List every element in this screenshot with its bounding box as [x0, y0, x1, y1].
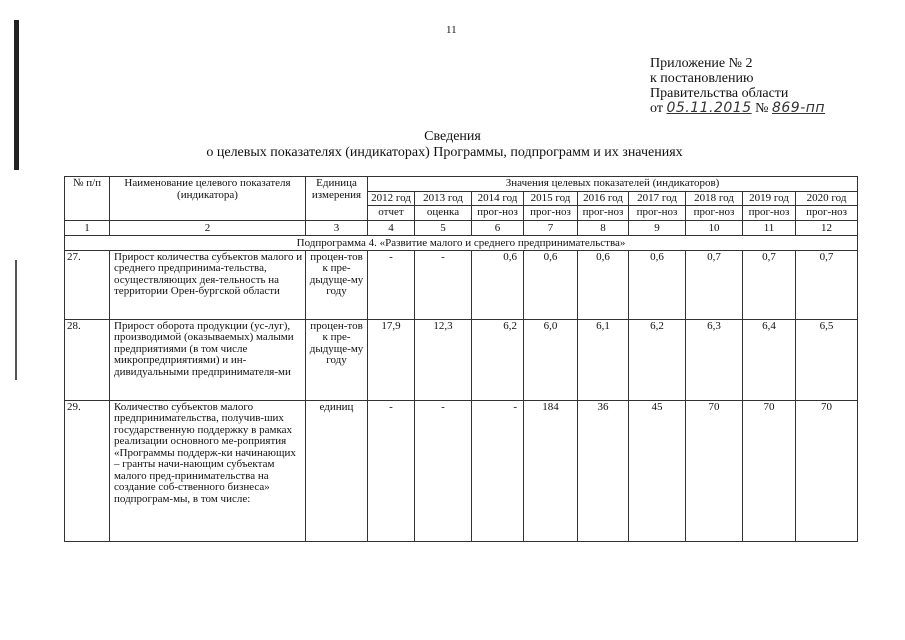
header-year: 2020 год [796, 191, 858, 206]
row-value: - [368, 400, 415, 541]
header-row [65, 177, 858, 192]
row-num: 29. [65, 400, 110, 541]
row-value: 0,6 [524, 250, 578, 319]
header-kind: прог-ноз [524, 206, 578, 221]
annex-line-1: Приложение № 2 [650, 56, 753, 71]
row-value: 0,7 [796, 250, 858, 319]
row-name: Количество субъектов малого предпринимательства, получив-ших государственную поддержку в рамках реализации основного ме-роприятия «Программы поддерж-ки начинающих – гранты начи-нающим субъектам малого пред-принимательства на создание соб-ственного бизнеса» подпрограм-мы, в том числе: [110, 400, 306, 541]
column-number: 8 [578, 220, 629, 235]
row-name: Прирост количества субъектов малого и среднего предпринима-тельства, осуществляющих дея-тельность на территории Орен-бургской области [110, 250, 306, 319]
handwritten-number: 869-пп [771, 100, 826, 116]
row-unit: процен-тов к пре-дыдуще-му году [306, 319, 368, 400]
row-value: 6,4 [743, 319, 796, 400]
row-value: 6,1 [578, 319, 629, 400]
header-num: № п/п [65, 177, 110, 221]
column-number: 5 [415, 220, 472, 235]
row-num: 28. [65, 319, 110, 400]
table-row [65, 400, 858, 541]
row-value: - [415, 400, 472, 541]
column-number: 6 [472, 220, 524, 235]
row-unit: процен-тов к пре-дыдуще-му году [306, 250, 368, 319]
column-number: 4 [368, 220, 415, 235]
header-kind: прог-ноз [686, 206, 743, 221]
row-value: 6,2 [629, 319, 686, 400]
number-prefix: № [755, 101, 769, 116]
annex-block [650, 56, 825, 116]
row-value: 6,2 [472, 319, 524, 400]
row-value: 6,0 [524, 319, 578, 400]
header-kind: оценка [415, 206, 472, 221]
row-value: 184 [524, 400, 578, 541]
date-prefix: от [650, 101, 663, 116]
column-number: 2 [110, 220, 306, 235]
header-kind: отчет [368, 206, 415, 221]
row-value: 0,7 [743, 250, 796, 319]
scan-edge-mark [15, 260, 17, 380]
header-kind: прог-ноз [578, 206, 629, 221]
header-kind: прог-ноз [472, 206, 524, 221]
row-value: - [368, 250, 415, 319]
document-title: Сведения [424, 129, 481, 144]
subprogram-heading: Подпрограмма 4. «Развитие малого и среднего предпринимательства» [65, 235, 858, 250]
header-kind: прог-ноз [629, 206, 686, 221]
row-value: 70 [743, 400, 796, 541]
row-value: 0,6 [629, 250, 686, 319]
header-year: 2012 год [368, 191, 415, 206]
row-value: 0,6 [578, 250, 629, 319]
header-kind: прог-ноз [796, 206, 858, 221]
header-year: 2014 год [472, 191, 524, 206]
header-year: 2015 год [524, 191, 578, 206]
row-value: 6,5 [796, 319, 858, 400]
column-number: 11 [743, 220, 796, 235]
indicators-table [64, 176, 858, 542]
row-value: 17,9 [368, 319, 415, 400]
header-kind: прог-ноз [743, 206, 796, 221]
row-num: 27. [65, 250, 110, 319]
column-number: 9 [629, 220, 686, 235]
table-row [65, 250, 858, 319]
header-year: 2016 год [578, 191, 629, 206]
row-value: 6,3 [686, 319, 743, 400]
row-name: Прирост оборота продукции (ус-луг), производимой (оказываемых) малыми предприятиями (в том числе микропредприятиями) и ин-дивидуальными предпринимателя-ми [110, 319, 306, 400]
row-value: 70 [686, 400, 743, 541]
row-value: 70 [796, 400, 858, 541]
row-value: 36 [578, 400, 629, 541]
header-name: Наименование целевого показателя (индикатора) [110, 177, 306, 221]
row-value: - [472, 400, 524, 541]
row-unit: единиц [306, 400, 368, 541]
header-year: 2013 год [415, 191, 472, 206]
annex-line-3: Правительства области [650, 86, 789, 101]
column-number: 12 [796, 220, 858, 235]
row-value: 45 [629, 400, 686, 541]
column-number: 3 [306, 220, 368, 235]
header-values-group: Значения целевых показателей (индикаторов) [368, 177, 858, 192]
handwritten-date: 05.11.2015 [666, 100, 752, 116]
document-subtitle: о целевых показателях (индикаторах) Программы, подпрограмм и их значениях [206, 145, 683, 160]
annex-line-2: к постановлению [650, 71, 754, 86]
row-value: - [415, 250, 472, 319]
column-number-row [65, 220, 858, 235]
column-number: 10 [686, 220, 743, 235]
header-year: 2018 год [686, 191, 743, 206]
row-value: 12,3 [415, 319, 472, 400]
page-number: 11 [446, 24, 457, 36]
header-unit: Единица измерения [306, 177, 368, 221]
row-value: 0,6 [472, 250, 524, 319]
header-year: 2017 год [629, 191, 686, 206]
row-value: 0,7 [686, 250, 743, 319]
column-number: 7 [524, 220, 578, 235]
subprogram-row [65, 235, 858, 250]
header-year: 2019 год [743, 191, 796, 206]
table-row [65, 319, 858, 400]
annex-date-line [650, 101, 825, 116]
column-number: 1 [65, 220, 110, 235]
